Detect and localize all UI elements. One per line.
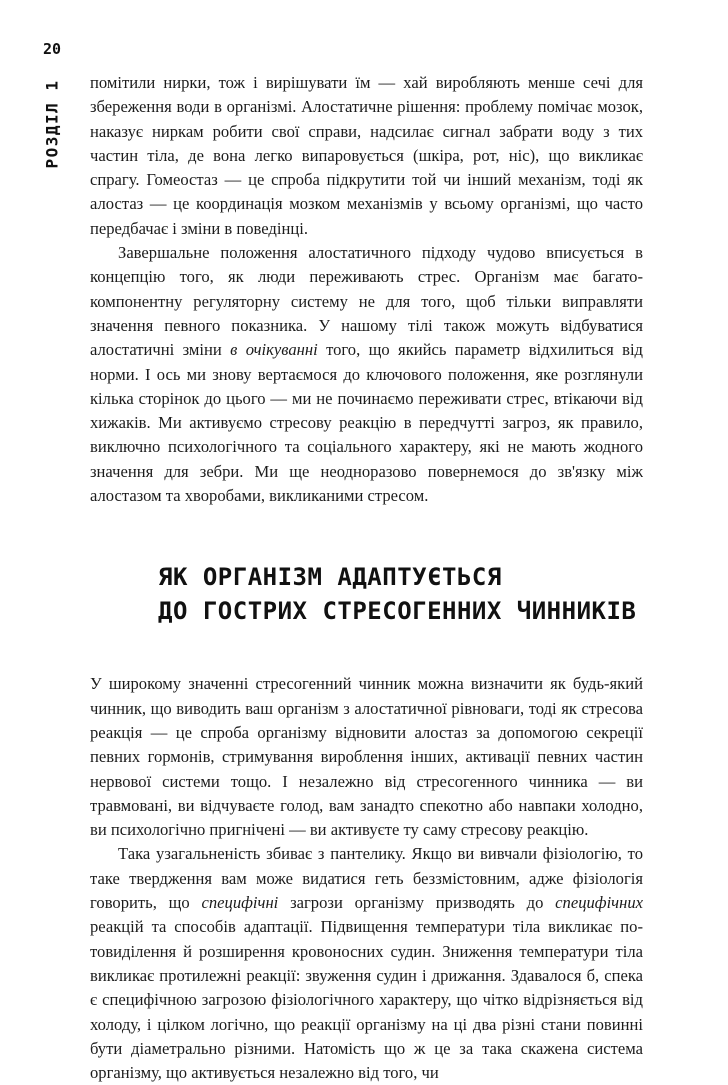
heading-line-1: ЯК ОРГАНІЗМ АДАПТУЄТЬСЯ — [158, 563, 502, 592]
paragraph-text: того, що якийсь параметр відхилиться від норми. І ось ми знову вертаємося до ключового положення, яке розглянули кілька сторінок до цього — ми не починаємо переживати стрес, втікаючи від хижаків. Ми активуємо стресову реакцію в передчутті загроз, як правило, виключно психологічного та соціального характеру, які не мають жодного значення для зебри. Ми ще неодноразово повернемося до зв'язку між алостазом та хворобами, викликаними стресом. — [90, 340, 643, 506]
section-label: РОЗДІЛ 1 — [42, 79, 62, 169]
paragraph-text: Така узагальненість збиває з пантелику. Якщо ви вивчали фізіологію, то таке твердження вам може видатися геть беззмістовним, адже фізіологія говорить, що — [90, 844, 643, 913]
section-heading — [90, 560, 643, 628]
emphasis-text: специфічні — [201, 893, 279, 913]
page-body — [90, 71, 643, 1085]
emphasis-text: в очікуванні — [230, 340, 318, 360]
paragraphs-after-heading — [90, 672, 643, 1085]
paragraph-text: У широкому значенні стресогенний чинник можна визначити як будь-який чинник, що виводить ваш організм з алостатичної рівноваги, тоді як стресова реакція — це спроба організму відновити алостаз за допомогою секреції певних гормонів, стримування вироблення інших, активації певних частин нервової системи тощо. І незалежно від стресогенного чинника — ви травмовані, ви відчуваєте голод, вам занадто спекотно або навпаки холодно, ви психологічно пригнічені — ви активуєте ту саму стресову реакцію. — [90, 674, 643, 840]
heading-line-2: ДО ГОСТРИХ СТРЕСОГЕННИХ ЧИННИКІВ — [158, 597, 637, 626]
paragraph-text: Завершальне положення алостатичного підходу чудово вписується в концепцію того, як люди переживають стрес. Організм має багатокомпонентну регуляторну систему не для того, щоб тільки виправляти значення певного показника. У нашому тілі також можуть відбуватися алостатичні зміни — [90, 243, 643, 360]
paragraphs-before-heading — [90, 71, 643, 508]
paragraph-text: загрози організму призводять до — [278, 893, 556, 913]
body-paragraph — [90, 71, 643, 241]
emphasis-text: специфічних — [555, 893, 643, 913]
body-paragraph — [90, 241, 643, 508]
page-number: 20 — [42, 40, 62, 58]
body-paragraph — [90, 842, 643, 1085]
body-paragraph — [90, 672, 643, 842]
paragraph-text: реакцій та способів адаптації. Підвищення температури тіла викликає потовиділення й розширення кровоносних судин. Зниження температури тіла викликає протилежні реакції: звуження судин і дрижання. Здавалося б, спека є специфічною загрозою фізіологічного характеру, що чітко відрізняється від холоду, і цілком логічно, що реакції організму на ці два різні стани повинні бути діаметрально різними. Натомість що ж це за така скажена система організму, що активується незалежно від того, чи — [90, 917, 643, 1083]
paragraph-text: помітили нирки, тож і вирішувати їм — хай виробляють менше сечі для збереження води в організмі. Алостатичне рішення: проблему помічає мозок, наказує ниркам робити свої справи, надсилає сигнал забрати воду з тих частин тіла, де вона легко випаровується (шкіра, рот, ніс), що викликає спрагу. Гомеостаз — це спроба підкрутити той чи інший механізм, тоді як алостаз — це координація мозком механізмів у всьому організмі, що часто передбачає і зміни в поведінці. — [90, 73, 643, 238]
